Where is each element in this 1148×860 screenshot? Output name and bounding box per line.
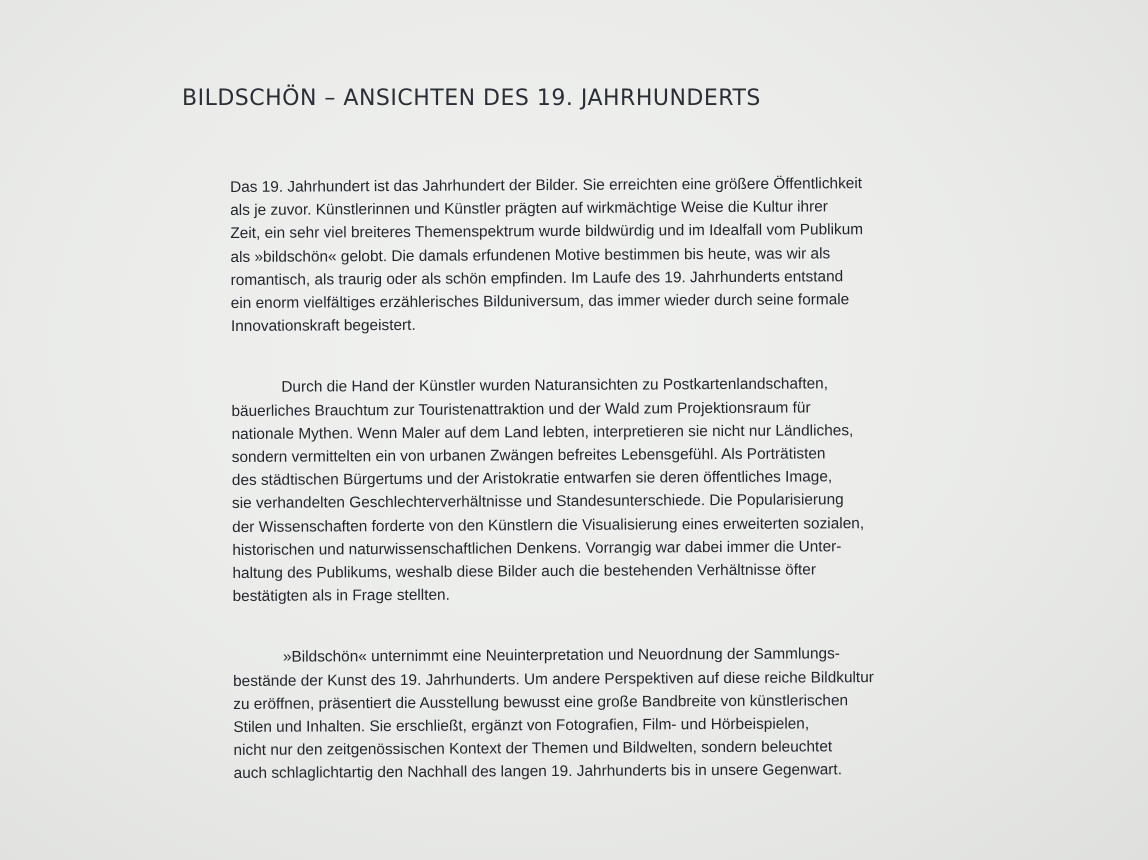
text-line: Zeit, ein sehr viel breiteres Themenspektrum wurde bildwürdig und im Idealfall vom Publikum (230, 221, 864, 243)
text-line: bäuerliches Brauchtum zur Touristenattraktion und der Wald zum Projektionsraum für (231, 399, 811, 420)
paragraph-exhibition (233, 642, 954, 786)
text-line: des städtischen Bürgertums und der Aristokratie entwarfen sie deren öffentliches Image, (231, 468, 833, 490)
text-line: »Bildschön« unternimmt eine Neuinterpretation und Neuordnung der Sammlungs- (282, 645, 840, 667)
text-line: Innovationskraft begeistert. (230, 317, 416, 336)
text-line: nicht nur den zeitgenössischen Kontext der Themen und Bildwelten, sondern beleuchtet (233, 738, 833, 760)
text-line: romantisch, als traurig oder als schön empfinden. Im Laufe des 19. Jahrhunderts entstand (230, 268, 844, 289)
text-line: bestände der Kunst des 19. Jahrhunderts. Um andere Perspektiven auf diese reiche Bildkultur (233, 668, 874, 690)
text-line: Das 19. Jahrhundert ist das Jahrhundert der Bilder. Sie erreichten eine größere Öffentlichkeit (230, 175, 863, 196)
placard-title: BILDSCHÖN – ANSICHTEN DES 19. JAHRHUNDERTS (182, 86, 761, 111)
text-line: haltung des Publikums, weshalb diese Bilder auch die bestehenden Verhältnisse öfter (232, 561, 816, 583)
paragraph-intro (230, 172, 951, 339)
text-line: Durch die Hand der Künstler wurden Naturansichten zu Postkartenlandschaften, (281, 375, 829, 397)
text-line: ein enorm vielfältiges erzählerisches Bilduniversum, das immer wieder durch seine formale (230, 291, 850, 313)
text-line: sondern vermittelten ein von urbanen Zwängen befreites Lebensgefühl. Als Porträtisten (231, 445, 826, 467)
text-line: als je zuvor. Künstlerinnen und Künstler prägten auf wirkmächtige Weise die Kultur ihrer (230, 198, 828, 220)
text-line: auch schlaglichtartig den Nachhall des langen 19. Jahrhunderts bis in unsere Gegenwart. (233, 761, 843, 783)
text-line: Stilen und Inhalten. Sie erschließt, ergänzt von Fotografien, Film- und Hörbeispielen, (233, 715, 810, 737)
text-line: bestätigten als in Frage stellten. (232, 586, 450, 606)
text-line: historischen und naturwissenschaftlichen Denkens. Vorrangig war dabei immer die Unter- (232, 538, 842, 559)
text-line: nationale Mythen. Wenn Maler auf dem Land lebten, interpretieren sie nicht nur Ländliches, (231, 422, 854, 443)
text-line: sie verhandelten Geschlechterverhältnisse und Standesunterschiede. Die Popularisierung (231, 491, 844, 513)
placard-body-text (230, 172, 954, 786)
paragraph-artists (231, 372, 952, 608)
text-line: als »bildschön« gelobt. Die damals erfundenen Motive bestimmen bis heute, was wir als (230, 244, 831, 266)
text-line: zu eröffnen, präsentiert die Ausstellung bewusst eine große Bandbreite von künstlerischen (233, 692, 849, 713)
text-line: der Wissenschaften forderte von den Künstlern die Visualisierung eines erweiterten sozialen, (232, 514, 865, 536)
